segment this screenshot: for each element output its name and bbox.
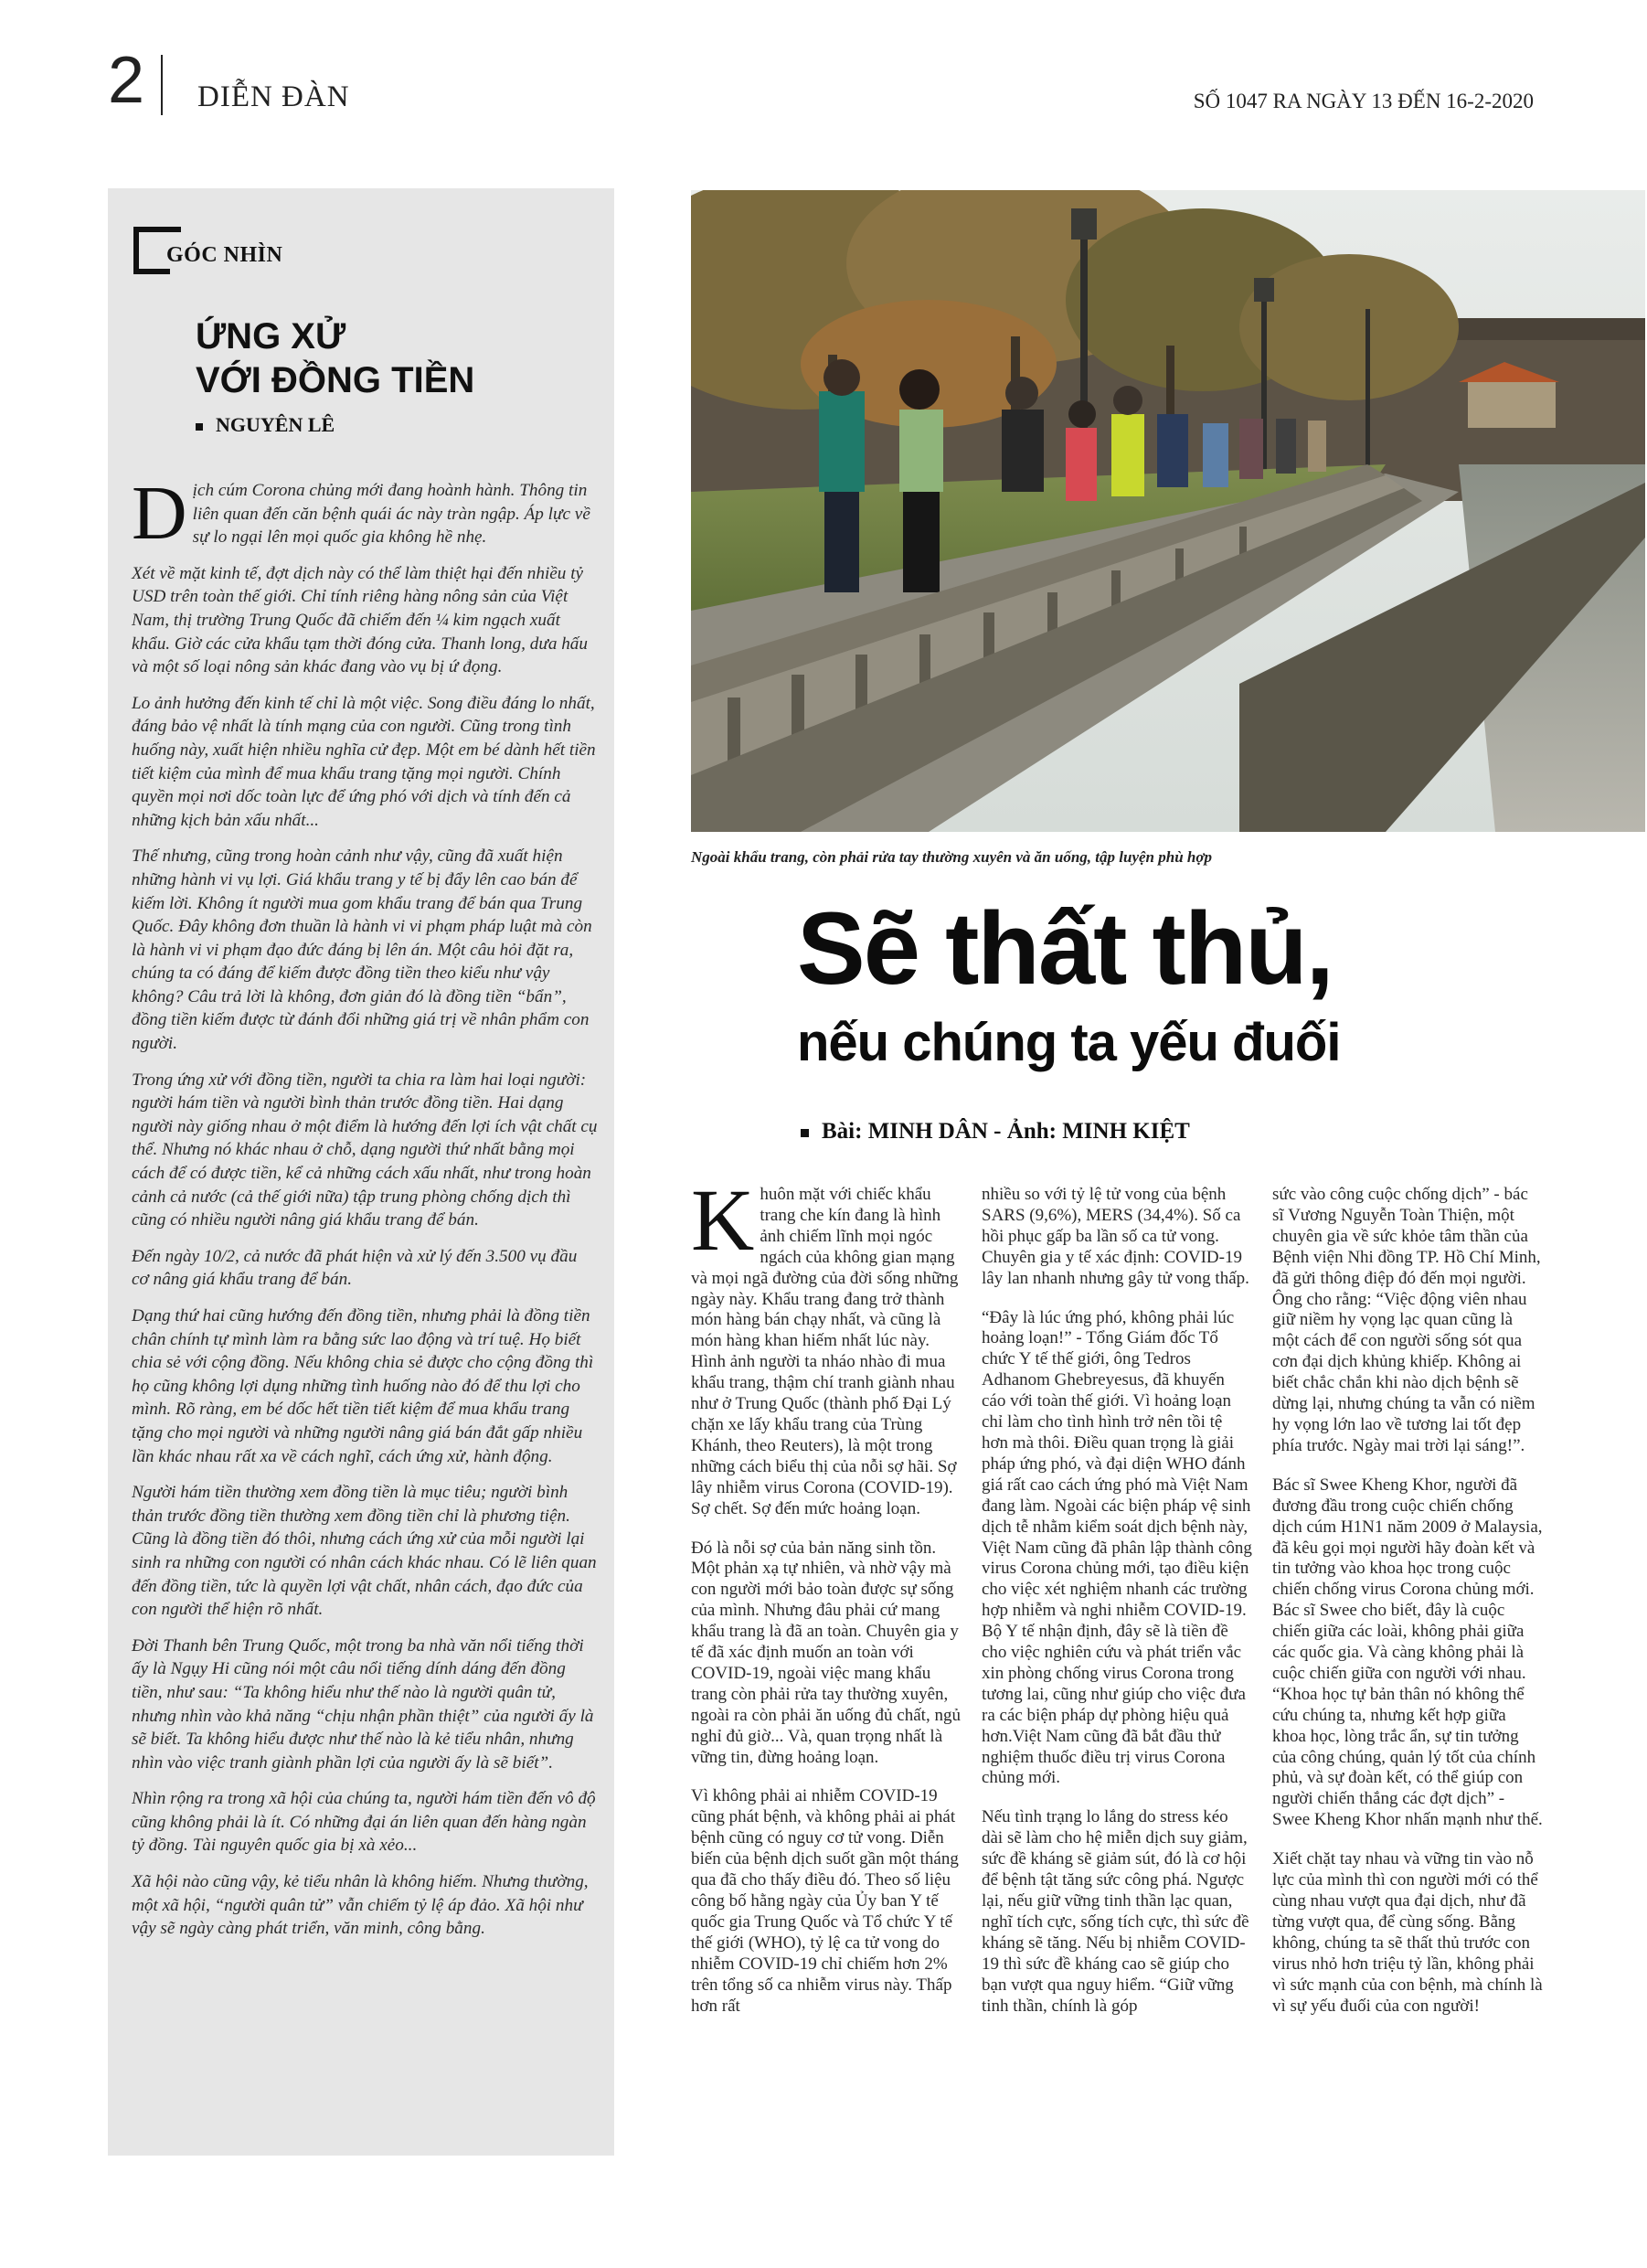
column-author	[196, 413, 335, 437]
article-dropcap: K	[691, 1171, 755, 1269]
article-paragraph: “Đây là lúc ứng phó, không phải lúc hoảng loạn!” - Tổng Giám đốc Tổ chức Y tế thế giới, ông Tedros Adhanom Ghebreyesus, đã khuyến cáo với toàn thế giới. Vì hoảng loạn chỉ làm cho tình hình trở nên tồi tệ hơn mà thôi. Điều quan trọng là giải pháp ứng phó, và đại diện WHO đánh giá rất cao cách ứng phó mà Việt Nam đang làm. Ngoài các biện pháp vệ sinh dịch tễ nhằm kiểm soát dịch bệnh này, Việt Nam cũng đã phân lập thành công virus Corona chủng mới, tạo điều kiện cho việc xét nghiệm nhanh các trường hợp nhiễm và nghi nhiễm COVID-19. Bộ Y tế nhận định, đây sẽ là tiền đề cho việc nghiên cứu và phát triển vắc xin phòng chống virus Corona trong tương lai, cũng như giúp cho việc đưa ra các biện pháp dự phòng hiệu quả hơn.Việt Nam cũng đã bắt đầu thử nghiệm thuốc điều trị virus Corona chủng mới.	[982, 1307, 1252, 1788]
article-photo	[691, 190, 1645, 832]
column-title-line2: VỚI ĐỒNG TIỀN	[196, 360, 475, 400]
header-divider	[161, 55, 163, 115]
article-paragraph: Nếu tình trạng lo lắng do stress kéo dài sẽ làm cho hệ miễn dịch suy giảm, sức đề kháng sẽ giảm sút, đó là cơ hội để bệnh tật tăng sức công phá. Ngược lại, nếu giữ vững tinh thần lạc quan, nghĩ tích cực, sống tích cực, thì sức đề kháng sẽ tăng. Nếu bị nhiễm COVID-19 thì sức đề kháng cao sẽ giúp cho bạn vượt qua nguy hiểm. “Giữ vững tinh thần, chính là góp	[982, 1807, 1249, 2016]
subheadline: nếu chúng ta yếu đuối	[797, 1013, 1341, 1072]
headline: Sẽ thất thủ,	[797, 891, 1333, 1006]
article-column-2	[982, 1185, 1252, 2035]
column-paragraph: Đến ngày 10/2, cả nước đã phát hiện và xử lý đến 3.500 vụ đầu cơ nâng giá khẩu trang để bán.	[132, 1246, 578, 1290]
article-paragraph: Khuôn mặt với chiếc khẩu trang che kín đang là hình ảnh chiếm lĩnh mọi ngóc ngách của không gian mạng và mọi ngã đường của đời sống những ngày này. Khẩu trang đang trở thành món hàng bán chạy nhất, và cũng là món hàng khan hiếm nhất lúc này. Hình ảnh người ta nháo nhào đi mua khẩu trang, thậm chí tranh giành nhau như ở Trung Quốc (thành phố Đại Lý chặn xe lấy khẩu trang của Trùng Khánh, theo Reuters), là một trong những cách biểu thị của nỗi sợ hãi. Sợ lây nhiễm virus Corona (COVID-19). Sợ chết. Sợ đến mức hoảng loạn.	[691, 1171, 959, 1518]
column-paragraph: Dạng thứ hai cũng hướng đến đồng tiền, nhưng phải là đồng tiền chân chính tự mình làm ra bằng sức lao động và trí tuệ. Họ biết chia sẻ với cộng đồng. Nếu không chia sẻ được cho cộng đồng thì họ cũng không lợi dụng những tình huống nào đó để thu lợi cho mình. Rõ ràng, em bé dốc hết tiền tiết kiệm để mua khẩu trang tặng cho mọi người và những người nâng giá bán đắt gấp nhiều lần khác nhau rất xa về cách nghĩ, cách ứng xử, hành động.	[132, 1306, 594, 1466]
column-paragraph: Trong ứng xử với đồng tiền, người ta chia ra làm hai loại người: người hám tiền và người bình thản trước đồng tiền. Hai dạng người này giống nhau ở một điểm là hướng đến lợi ích vật chất cụ thể. Nhưng nó khác nhau ở chỗ, dạng người thứ nhất bằng mọi cách để có được tiền, kể cả những cách xấu nhất, như trong hoàn cảnh cả nước (cả thế giới nữa) tập trung phòng chống dịch thì cũng có nhiều người nâng giá khẩu trang để bán.	[132, 1070, 598, 1230]
page-number: 2	[108, 44, 145, 117]
column-author-name: NGUYÊN LÊ	[216, 413, 335, 436]
photo-caption: Ngoài khẩu trang, còn phải rửa tay thường xuyên và ăn uống, tập luyện phù hợp	[691, 848, 1212, 866]
column-paragraph: Nhìn rộng ra trong xã hội của chúng ta, người hám tiền đến vô độ cũng không phải là ít. Có những đại án liên quan đến hàng ngàn tỷ đồng. Tài nguyên quốc gia bị xà xẻo...	[132, 1789, 596, 1856]
issue-info: SỐ 1047 RA NGÀY 13 ĐẾN 16-2-2020	[1193, 90, 1534, 112]
column-name: GÓC NHÌN	[166, 243, 283, 267]
column-body	[132, 471, 598, 1954]
article-paragraph: sức vào công cuộc chống dịch” - bác sĩ Vương Nguyễn Toàn Thiện, một chuyên gia về sức khỏe tâm thần của Bệnh viện Nhi đồng TP. Hồ Chí Minh, đã gửi thông điệp đó đến mọi người. Ông cho rằng: “Việc động viên nhau giữ niềm hy vọng lạc quan cũng là một cách để con người sống sót qua cơn đại dịch khủng khiếp. Không ai biết chắc chắn khi nào dịch bệnh sẽ dừng lại, nhưng chúng ta vẫn có niềm hy vọng lớn lao về tương lai tốt đẹp phía trước. Ngày mai trời lại sáng!”.	[1272, 1185, 1541, 1455]
article-paragraph: Xiết chặt tay nhau và vững tin vào nỗ lực của mình thì con người mới có thể cùng nhau vượt qua đại dịch, như đã từng vượt qua, để cùng sống. Bằng không, chúng ta sẽ thất thủ trước con virus nhỏ hơn triệu tỷ lần, không phải vì sức mạnh của con bệnh, mà chính là vì sự yếu đuối của con người!	[1272, 1849, 1543, 2016]
bullet-square-icon	[196, 423, 203, 431]
column-paragraph: Đời Thanh bên Trung Quốc, một trong ba nhà văn nổi tiếng thời ấy là Ngụy Hi cũng nói một câu nổi tiếng dính dáng đến đồng tiền, như sau: “Ta không hiểu như thế nào là người quân tử, nhưng nhìn vào khả năng “chịu nhận phần thiệt” của người ấy là sẽ biết. Ta không hiểu được như thế nào là kẻ tiểu nhân, nhưng nhìn vào việc tranh giành phần lợi của người ấy là sẽ biết”.	[132, 1635, 594, 1773]
bullet-square-icon	[801, 1129, 809, 1137]
column-title	[196, 314, 474, 402]
byline	[801, 1119, 1190, 1145]
section-title: DIỄN ĐÀN	[197, 80, 350, 113]
opinion-sidebar	[108, 188, 614, 2156]
column-title-line1: ỨNG XỬ	[196, 316, 346, 357]
column-paragraph: Xã hội nào cũng vậy, kẻ tiểu nhân là không hiếm. Nhưng thường, một xã hội, “người quân tử” vẫn chiếm tỷ lệ áp đảo. Xã hội như vậy sẽ ngày càng phát triển, văn minh, công bằng.	[132, 1872, 589, 1939]
column-paragraph: Thế nhưng, cũng trong hoàn cảnh như vậy, cũng đã xuất hiện những hành vi vụ lợi. Giá khẩu trang y tế bị đẩy lên cao bán để kiếm lời. Không ít người mua gom khẩu trang để bán qua Trung Quốc. Đây không đơn thuần là hành vi vi phạm pháp luật mà còn là hành vi vi phạm đạo đức đáng bị lên án. Một câu hỏi đặt ra, chúng ta có đáng để kiếm được đồng tiền theo kiểu như vậy không? Câu trả lời là không, đơn giản đó là đồng tiền “bẩn”, đồng tiền kiếm được từ đánh đổi những giá trị về nhân phẩm con người.	[132, 847, 592, 1054]
article-paragraph: nhiều so với tỷ lệ tử vong của bệnh SARS (9,6%), MERS (34,4%). Số ca hồi phục gấp ba lần số ca tử vong. Chuyên gia y tế xác định: COVID-19 lây lan nhanh nhưng gây tử vong thấp.	[982, 1185, 1249, 1288]
article-paragraph: Bác sĩ Swee Kheng Khor, người đã đương đầu trong cuộc chiến chống dịch cúm H1N1 năm 2009 ở Malaysia, đã kêu gọi mọi người hãy đoàn kết và tin tưởng vào khoa học trong cuộc chiến chống virus Corona chủng mới. Bác sĩ Swee cho biết, đây là cuộc chiến giữa các loài, không phải giữa các quốc gia. Và càng không phải là cuộc chiến giữa con người với nhau. “Khoa học tự bản thân nó không thể cứu chúng ta, nhưng kết hợp giữa khoa học, lòng trắc ẩn, sự tin tưởng của công chúng, quản lý tốt của chính phủ, và sự đoàn kết, có thể giúp con người chiến thắng các đợt dịch” - Swee Kheng Khor nhấn mạnh như thế.	[1272, 1475, 1543, 1830]
column-paragraph: Xét về mặt kinh tế, đợt dịch này có thể làm thiệt hại đến nhiều tỷ USD trên toàn thế giới. Chỉ tính riêng hàng nông sản của Việt Nam, thị trường Trung Quốc đã chiếm đến ¼ kim ngạch xuất khẩu. Giờ các cửa khẩu tạm thời đóng cửa. Thanh long, dưa hấu và một số loại nông sản khác đang vào vụ bị ứ đọng.	[132, 563, 588, 677]
column-paragraph: Dịch cúm Corona chủng mới đang hoành hành. Thông tin liên quan đến căn bệnh quái ác này tràn ngập. Áp lực về sự lo ngại lên mọi quốc gia không hề nhẹ.	[132, 471, 590, 556]
article-column-1	[691, 1171, 962, 2035]
article-column-3	[1272, 1185, 1543, 2035]
article-paragraph: Vì không phải ai nhiễm COVID-19 cũng phát bệnh, và không phải ai phát bệnh cũng có nguy cơ tử vong. Diễn biến của bệnh dịch suốt gần một tháng qua đã cho thấy điều đó. Theo số liệu công bố hằng ngày của Ủy ban Y tế quốc gia Trung Quốc và Tổ chức Y tế thế giới (WHO), tỷ lệ ca tử vong do nhiễm COVID-19 chỉ chiếm hơn 2% trên tổng số ca nhiễm virus này. Thấp hơn rất	[691, 1786, 959, 2016]
article-paragraph: Đó là nỗi sợ của bản năng sinh tồn. Một phản xạ tự nhiên, và nhờ vậy mà con người mới bảo toàn được sự sống của mình. Nhưng đâu phải cứ mang khẩu trang là đã an toàn. Chuyên gia y tế đã xác định muốn an toàn với COVID-19, ngoài việc mang khẩu trang còn phải rửa tay thường xuyên, ngoài ra còn phải ăn uống đủ chất, ngủ nghỉ đủ giờ... Và, quan trọng nhất là vững tin, đừng hoảng loạn.	[691, 1538, 961, 1767]
byline-text: Bài: MINH DÂN - Ảnh: MINH KIỆT	[822, 1119, 1190, 1144]
column-dropcap: D	[132, 471, 187, 556]
column-paragraph: Người hám tiền thường xem đồng tiền là mục tiêu; người bình thản trước đồng tiền thường xem đồng tiền chỉ là phương tiện. Cũng là đồng tiền đó thôi, nhưng cách ứng xử của mỗi người lại sinh ra những con người có nhân cách khác nhau. Có lẽ liên quan đến đồng tiền, tức là quyền lợi vật chất, nhân cách, đạo đức của con người thể hiện rõ nhất.	[132, 1483, 597, 1620]
column-paragraph: Lo ảnh hưởng đến kinh tế chỉ là một việc. Song điều đáng lo nhất, đáng bảo vệ nhất là tính mạng của con người. Cũng trong tình huống này, xuất hiện nhiều nghĩa cử đẹp. Một em bé dành hết tiền tiết kiệm của mình để mua khẩu trang tặng mọi người. Chính quyền mọi nơi dốc toàn lực để ứng phó với dịch và tính đến cả những kịch bản xấu nhất...	[132, 693, 596, 830]
